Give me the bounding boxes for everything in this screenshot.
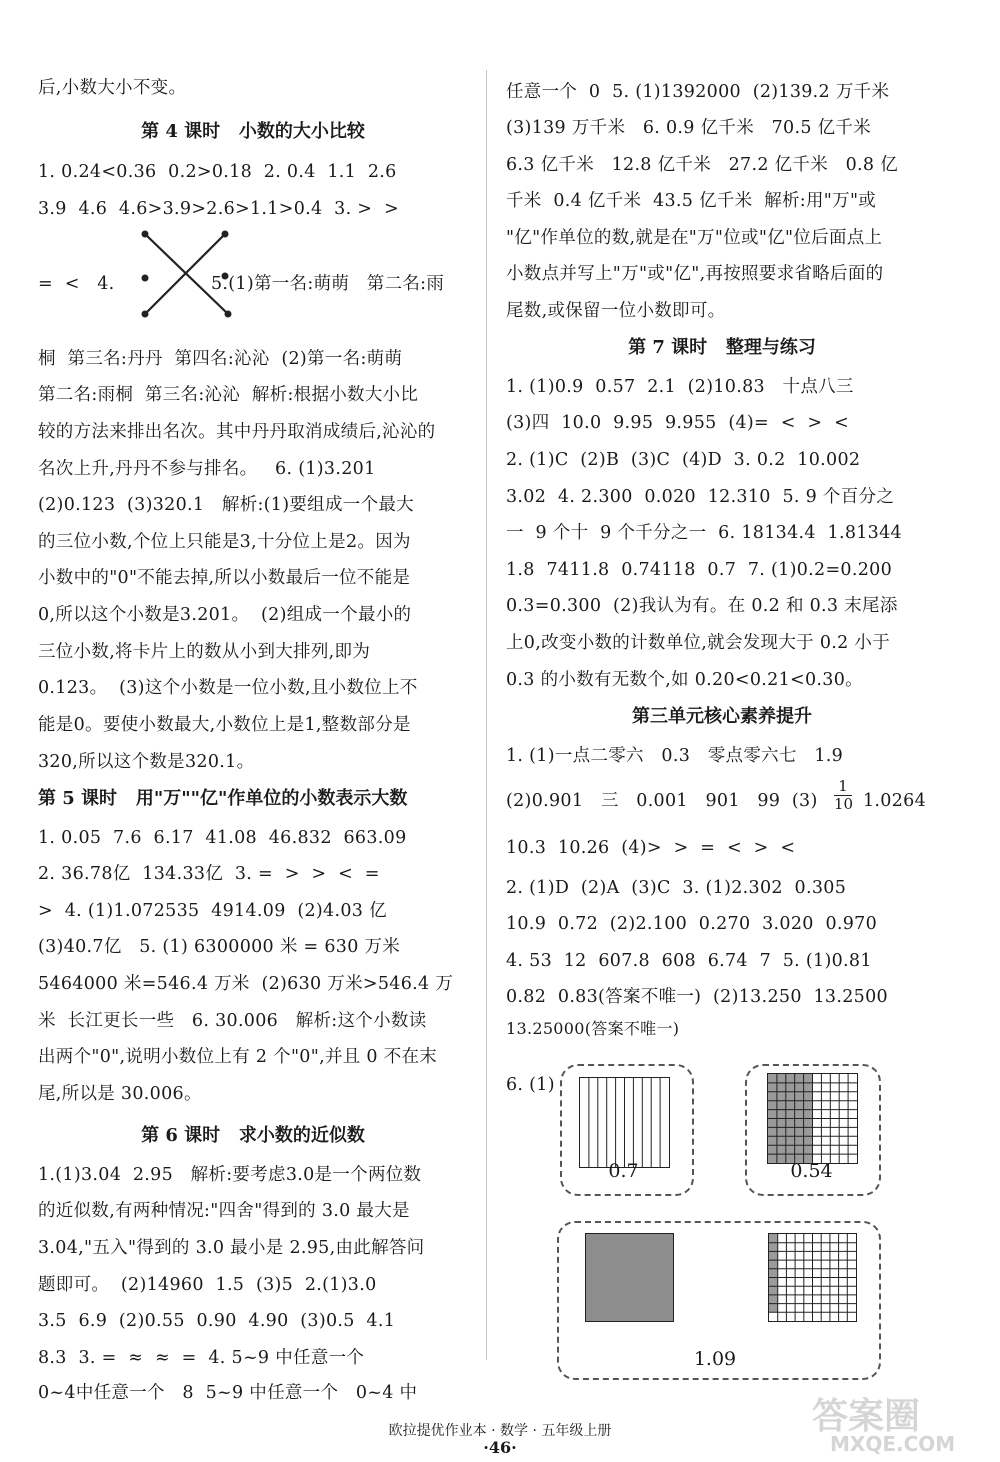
text-line: 1. 0.24<0.36 0.2>0.18 2. 0.4 1.1 2.6 [38,162,397,182]
lesson-5-title: 第 5 课时 用"万""亿"作单位的小数表示大数 [38,788,408,809]
q6-label: 6. (1) [506,1075,555,1095]
lesson-6-title: 第 6 课时 求小数的近似数 [141,1125,365,1146]
text-line: 0.82 0.83(答案不唯一) (2)13.250 13.2500 [506,987,888,1007]
text-line: (3)139 万千米 6. 0.9 亿千米 70.5 亿千米 [506,118,872,138]
text-line: 0.123。 (3)这个小数是一位小数,且小数位上不 [38,678,418,698]
grid-whole [585,1233,674,1322]
fraction [834,778,852,813]
text-line: 1. (1)0.9 0.57 2.1 (2)10.83 十点八三 [506,377,854,397]
text-line: 题即可。 (2)14960 1.5 (3)5 2.(1)3.0 [38,1275,377,1295]
shaded-region [769,1234,778,1312]
text-line: 第二名:雨桐 第三名:沁沁 解析:根据小数大小比 [38,385,419,405]
grid-0-09 [768,1233,857,1322]
text-line: 米 长江更长一些 6. 30.006 解析:这个小数读 [38,1011,427,1031]
grid-label: 0.54 [790,1160,833,1182]
text-line: (3)四 10.0 9.95 9.955 (4)= < > < [506,413,850,433]
text-line: 能是0。要使小数最大,小数位上是1,整数部分是 [38,715,411,735]
column-divider [486,70,487,1360]
text-line: 小数中的"0"不能去掉,所以小数最后一位不能是 [38,568,411,588]
text-line: (2)0.901 三 0.001 901 99 (3) [506,791,818,811]
grid-lines [769,1234,856,1321]
text-line: (2)0.123 (3)320.1 解析:(1)要组成一个最大 [38,495,414,515]
fraction-numerator: 1 [838,777,848,795]
text-line: 1.(1)3.04 2.95 解析:要考虑3.0是一个两位数 [38,1165,422,1185]
text-line: = < 4. [38,274,115,294]
text-line: > 4. (1)1.072535 4914.09 (2)4.03 亿 [38,901,387,921]
text-line: 1.8 7411.8 0.74118 0.7 7. (1)0.2=0.200 [506,560,893,580]
grid-0-54 [767,1073,858,1164]
text-line: 2. (1)C (2)B (3)C (4)D 3. 0.2 10.002 [506,450,861,470]
text-line: 0.3=0.300 (2)我认为有。在 0.2 和 0.3 末尾添 [506,596,898,616]
text-line: 13.25000(答案不唯一) [506,1019,680,1038]
watermark-logo: 答案圈 [812,1396,921,1437]
grid-label: 0.7 [608,1160,639,1182]
text-line: 0,所以这个小数是3.201。 (2)组成一个最小的 [38,605,412,625]
text-line: 桐 第三名:丹丹 第四名:沁沁 (2)第一名:萌萌 [38,349,403,369]
grid-lines [768,1074,857,1163]
text-line: 6.3 亿千米 12.8 亿千米 27.2 亿千米 0.8 亿 [506,155,899,175]
text-line: 尾数,或保留一位小数即可。 [506,301,726,321]
text-line: 2. (1)D (2)A (3)C 3. (1)2.302 0.305 [506,878,847,898]
text-line: (3)40.7亿 5. (1) 6300000 米 = 630 万米 [38,937,401,957]
text-line: 名次上升,丹丹不参与排名。 6. (1)3.201 [38,459,376,479]
text-line: 千米 0.4 亿千米 43.5 亿千米 解析:用"万"或 [506,191,877,211]
grid-0-7 [579,1077,670,1168]
text-line: 上0,改变小数的计数单位,就会发现大于 0.2 小于 [506,633,891,653]
unit-3-title: 第三单元核心素养提升 [632,706,812,727]
text-line: 出两个"0",说明小数位上有 2 个"0",并且 0 不在末 [38,1047,438,1067]
text-line: 8.3 3. = ≈ ≈ = 4. 5~9 中任意一个 [38,1348,365,1368]
text-line: 4. 53 12 607.8 608 6.74 7 5. (1)0.81 [506,951,872,971]
page-number: ·46· [483,1438,517,1457]
text-line: "亿"作单位的数,就是在"万"位或"亿"位后面点上 [506,228,883,248]
text-line: 1. (1)一点二零六 0.3 零点零六七 1.9 [506,746,844,766]
fraction-denominator: 10 [834,795,854,813]
text-line: 1. 0.05 7.6 6.17 41.08 46.832 663.09 [38,828,407,848]
book-title-footer: 欧拉提优作业本 · 数学 · 五年级上册 [388,1423,612,1439]
text-line: 5.(1)第一名:萌萌 第二名:雨 [211,274,445,294]
text-line: 一 9 个十 9 个千分之一 6. 18134.4 1.81344 [506,523,902,543]
text-line: 的三位小数,个位上只能是3,十分位上是2。因为 [38,532,411,552]
text-line: 10.9 0.72 (2)2.100 0.270 3.020 0.970 [506,914,878,934]
text-line: 5464000 米=546.4 万米 (2)630 万米>546.4 万 [38,974,454,994]
text-line: 三位小数,将卡片上的数从小到大排列,即为 [38,642,371,662]
lesson-7-title: 第 7 课时 整理与练习 [628,337,816,358]
text-line: 小数点并写上"万"或"亿",再按照要求省略后面的 [506,264,884,284]
text-line: 0~4中任意一个 8 5~9 中任意一个 0~4 中 [38,1383,418,1403]
grid-label: 1.09 [693,1348,737,1370]
text-line: 3.9 4.6 4.6>3.9>2.6>1.1>0.4 3. > > [38,199,399,219]
text-line: 0.3 的小数有无数个,如 0.20<0.21<0.30。 [506,670,863,690]
text-line: 尾,所以是 30.006。 [38,1084,202,1104]
text-line: 3.02 4. 2.300 0.020 12.310 5. 9 个百分之 [506,487,895,507]
text-line: 10.3 10.26 (4)> > = < > < [506,838,796,858]
watermark-url: MXQE.COM [830,1432,956,1456]
text-line: 320,所以这个数是320.1。 [38,752,255,772]
text-line: 较的方法来排出名次。其中丹丹取消成绩后,沁沁的 [38,422,436,442]
text-line: 1.0264 [863,791,927,811]
text-line: 3.04,"五入"得到的 3.0 最小是 2.95,由此解答问 [38,1238,425,1258]
grid-lines [580,1078,669,1167]
lesson-4-title: 第 4 课时 小数的大小比较 [141,121,365,142]
text-line: 任意一个 0 5. (1)1392000 (2)139.2 万千米 [506,82,890,102]
intro-line: 后,小数大小不变。 [38,78,187,98]
text-line: 2. 36.78亿 134.33亿 3. = > > < = [38,864,380,884]
text-line: 3.5 6.9 (2)0.55 0.90 4.90 (3)0.5 4.1 [38,1311,396,1331]
text-line: 的近似数,有两种情况:"四舍"得到的 3.0 最大是 [38,1201,410,1221]
